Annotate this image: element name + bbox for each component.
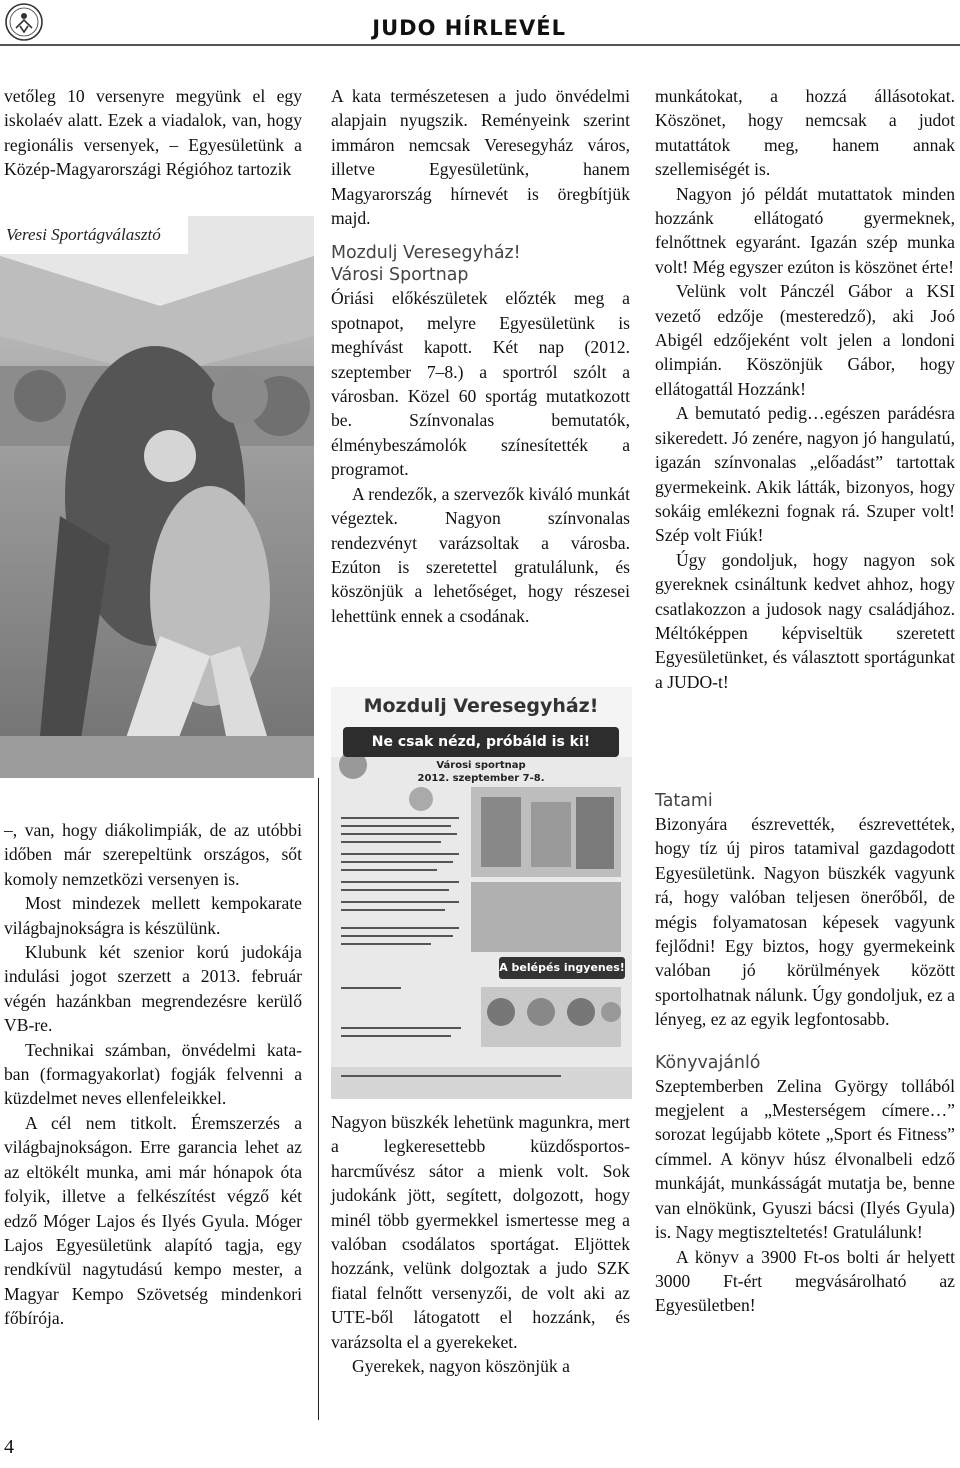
paragraph: Technikai számban, önvédelmi kata-ban (formagyakorlat) fogják felvenni a küzdelmet neves ellenfeleikkel.	[4, 1039, 302, 1109]
header-rule	[0, 44, 960, 46]
paragraph: Nagyon jó példát mutattatok minden hozzánk ellátogató gyermeknek, felnőttnek egyaránt. Igazán szép munka volt! Még egyszer ezúton is köszönet érte!	[655, 183, 955, 277]
paragraph: Úgy gondoljuk, hogy nagyon sok gyereknek csináltunk kedvet ahhoz, hogy csatlakozzon a judosok nagy családjához. Méltóképpen képviseltük szeretett Egyesületünket, és választott sportágunkat a JUDO-t!	[655, 549, 955, 692]
paragraph: Gyerekek, nagyon köszönjük a	[352, 1356, 570, 1377]
paragraph: –, van, hogy diákolimpiák, de az utóbbi időben már szerepeltünk országos, sőt komoly nemzetközi versenyen is.	[4, 820, 302, 889]
poster-event-name: Városi sportnap	[436, 760, 526, 771]
paragraph: Nagyon büszkék lehetünk magunkra, mert a legkeresettebb küzdősportos-harcművész sátor a mienk volt. Sok judokánk jött, segített, dolgozott, hogy minél több gyermekkel ismertesse meg a valóban csodálatos sportágat. Eljöttek hozzánk, velünk dolgoztak a judo SZK fiatal felnőtt versenyzői, de volt aki az UTE-ből látogatott el hozzánk, és varázsolta el a gyerekeket.	[331, 1112, 630, 1352]
column-2-bottom	[331, 1110, 630, 1378]
photo-caption: Veresi Sportágválasztó	[0, 216, 188, 254]
poster-event	[371, 759, 591, 785]
judo-photo	[0, 216, 314, 778]
paragraph: Velünk volt Pánczél Gábor a KSI vezető edzője (mesteredző), aki Joó Abigél edzőjeként volt jelen a londoni olimpián. Köszönjük Gábor, hogy ellátogattál Hozzánk!	[655, 281, 955, 399]
paragraph: A cél nem titkolt. Éremszerzés a világbajnokságon. Erre garancia lehet az az eltökélt munka, ami már hónapok óta folyik, illetve a felkészítést végző két edző Móger Lajos és Ilyés Gyula. Móger Lajos Egyesületünk alapító tagja, egy rendkívül nagytudású kempo mester, a Magyar Kempo Szövetség mindenkori főbírója.	[4, 1112, 302, 1329]
paragraph: munkátokat, a hozzá állásotokat. Köszönet, hogy nemcsak a judot mutattátok meg, hanem annak szellemiségét is.	[655, 86, 955, 180]
paragraph: A kata természetesen a judo önvédelmi alapjain nyugszik. Reményeink szerint immáron nemcsak Veresegyház város, illetve Egyesületünk, hanem Magyarország hírnevét is öregbítjük majd.	[331, 86, 630, 229]
paragraph: Bizonyára észrevették, észrevettétek, hogy tíz új piros tatamival gazdagodott Egyesületünk. Nagyon büszkék vagyunk rá, hogy valóban teljesen önerőből, de mégis folyamatosan képesek vagyunk fejlődni! Egy biztos, hogy gyermekeink valóban jó körülmények között sportolhatnak nálunk. Úgy gondoljuk, ez a lényeg, ez az egyik legfontosabb.	[655, 814, 955, 1030]
column-1-top	[4, 84, 302, 182]
paragraph: vetőleg 10 versenyre megyünk el egy iskolaév alatt. Ezek a viadalok, van, hogy regionális versenyek, – Egyesületünk a Közép-Magyarországi Régióhoz tartozik	[4, 86, 302, 180]
page-number: 4	[4, 1436, 14, 1458]
column-3-top	[655, 84, 955, 694]
paragraph: Szeptemberben Zelina György tollából megjelent a „Mesterségem címere…” sorozat legújabb kötete „Sport és Fitness” címmel. A könyv húsz élvonalbeli edző munkáját, munkásságát mutatja be, benne van elnökünk, Gyuszi bácsi (Ilyés Gyula) is. Nagy megtiszteltetés! Gratulálunk!	[655, 1075, 955, 1243]
column-divider	[318, 778, 319, 1420]
section-heading-sportnap: Mozdulj Veresegyház! Városi Sportnap	[331, 243, 521, 286]
paragraph: A könyv a 3900 Ft-os bolti ár helyett 3000 Ft-ért megvásárolható az Egyesületben!	[655, 1246, 955, 1316]
column-1-bottom	[4, 818, 302, 1331]
paragraph: Óriási előkészületek előzték meg a spotnapot, melyre Egyesületünk is meghívást kapott. Két nap (2012. szeptember 7–8.) a sportról szólt a városban. Közel 60 sportág mutatkozott be. Színvonalas bemutatók, élménybeszámolók színesítették a programot.	[331, 288, 630, 480]
poster-event-date: 2012. szeptember 7-8.	[417, 773, 545, 784]
poster-title: Mozdulj Veresegyház!	[363, 695, 599, 717]
newsletter-title: JUDO HÍRLEVÉL	[372, 16, 566, 40]
poster-free-entry-badge: A belépés ingyenes!	[499, 957, 625, 979]
paragraph: A bemutató pedig…egészen parádésra sikeredett. Jó zenére, nagyon jó hangulatú, igazán színvonalas „előadást” tartottak gyermekeink. Akik látták, bizonyos, hogy sokáig emlékezni fognak rá. Szuper volt! Szép volt Fiúk!	[655, 403, 955, 546]
section-heading-konyvajanlo: Könyvajánló	[655, 1052, 761, 1073]
paragraph: Klubunk két szenior korú judokája indulási jogot szerzett a 2013. február végén hazánkban megrendezésre kerülő VB-re.	[4, 942, 302, 1036]
paragraph: Most mindezek mellett kempokarate világbajnokságra is készülünk.	[4, 893, 302, 938]
column-3-bottom	[655, 790, 955, 1318]
paragraph: A rendezők, a szervezők kiváló munkát végeztek. Nagyon színvonalas rendezvényt varázsoltak a városba. Ezúton is szeretettel gratulálunk, és köszönjük a lehetőséget, hogy részesei lehettünk ennek a csodának.	[331, 483, 630, 626]
event-poster	[331, 687, 632, 1099]
poster-subtitle: Ne csak nézd, próbáld is ki!	[343, 727, 619, 757]
judo-emblem-icon	[4, 2, 44, 42]
section-heading-tatami: Tatami	[655, 791, 713, 811]
column-2-top	[331, 84, 630, 628]
